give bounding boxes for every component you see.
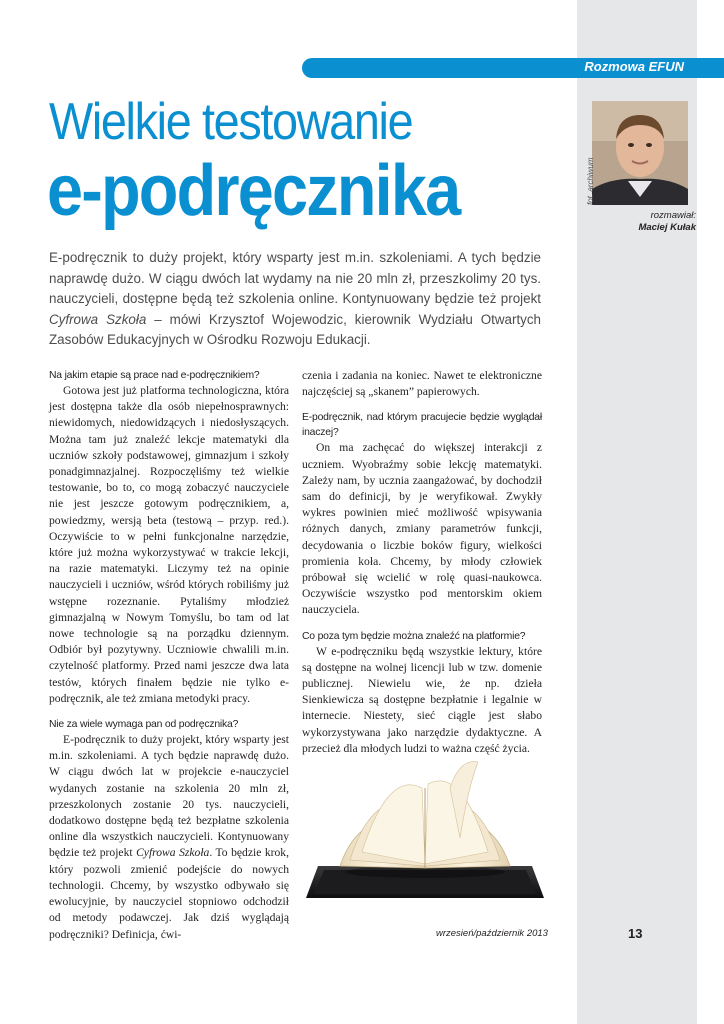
question-1: Na jakim etapie są prace nad e-podręcznikiem? [49, 370, 260, 381]
right-column [302, 368, 542, 757]
question-2: Nie za wiele wymaga pan od podręcznika? [49, 719, 239, 731]
interviewee-photo [592, 101, 688, 205]
book-on-tablet-image [300, 748, 550, 908]
answer-2: E-podręcznik to duży projekt, który wsparty jest m.in. szkoleniami. A tych będzie naprawdę dużo. W ciągu dwóch lat w projekcie e-nauczyciel wydanych zostanie na szkolenia 20 mln zł, przeszkolonych zostanie 20 tys. nauczycieli, dodatkowo dostępne będą też bezpłatne szkolenia online dla wszystkich nauczycieli. Kontynuowany będzie też projekt Cyfrowa Szkoła. To będzie krok, który pozwoli zmienić podejście do nowych technologii. Chcemy, by wszystko odbywało się ewolucyjnie, by nauczyciel stopniowo odchodził od metody podawczej. Jak dziś wyglądają podręczniki? Definicja, ćwi- [49, 733, 289, 941]
answer-3: On ma zachęcać do większej interakcji z uczniem. Wyobraźmy sobie lekcję matematyki. Zależy nam, by ucznia zaangażować, by dochodził sam do definicji, by je weryfikował. Zwykły wykres powinien mieć możliwość wpisywania różnych danych, zmiany parametrów funkcji, decydowania o liczbie boków figury, wielkości promienia koła. Chcemy, by młody człowiek próbował się wcielić w rolę quasi-naukowca. Oczywiście wszystko pod mentorskim okiem nauczyciela. [302, 441, 542, 617]
answer-4: W e-podręczniku będą wszystkie lektury, które są dostępne na wolnej licencji lub w tzw. domenie publicznej. Niewielu wie, że np. dzieła Sienkiewicza są dostępne bezpłatnie i legalnie w internecie. Niestety, sieć ciągle jest słabo wykorzystywana jako narzędzie dydaktyczne. A przecież dla młodych ludzi to ważna część życia. [302, 644, 542, 755]
footer-date: wrzesień/październik 2013 [436, 928, 548, 939]
question-4: Co poza tym będzie można znaleźć na platformie? [302, 630, 526, 642]
photo-credit: fot. archiwum [586, 157, 595, 205]
answer-1: Gotowa jest już platforma technologiczna, która jest dostępna także dla osób niepełnosprawnych: niewidomych, niedowidzących i niedosłyszących. Można tam już znaleźć lekcje matematyki dla uczniów szkoły podstawowej, gimnazjum i szkoły ponadgimnazjalnej. Rozpoczęliśmy też wielkie testowanie, bo to, co mogą zobaczyć nauczyciele nie jest jeszcze gotowym podręcznikiem, a, powiedzmy, wersją beta (testową – przyp. red.). Oczywiście to w pełni funkcjonalne narzędzie, które już można wykorzystywać w trakcie lekcji, na razie matematyki. Liczymy też na opinie nauczycieli i uczniów, wśród których robiliśmy już wstępne rozeznanie. Pytaliśmy młodzież gimnazjalną w Nowym Tomyślu, bo tam od lat nowe technologie są na porządku dziennym. Odbiór był pozytywny. Uczniowie chwalili m.in. czytelność platformy. Przed nami jeszcze dwa lata testów, których finałem będzie nie tylko e-podręcznik, ale też zmiana metodyki pracy. [49, 384, 289, 705]
interviewer-label: rozmawiał: [650, 210, 696, 221]
answer-2-continuation: czenia i zadania na koniec. Nawet te elektroniczne najczęściej są „skanem” papierowych. [302, 369, 542, 399]
title-line-2: e-podręcznika [47, 151, 460, 231]
page-number: 13 [628, 926, 643, 941]
section-tag-bar [302, 58, 724, 78]
section-tag: Rozmowa EFUN [584, 59, 684, 74]
question-3: E-podręcznik, nad którym pracujecie będzie wyglądał inaczej? [302, 412, 542, 439]
title-line-1: Wielkie testowanie [49, 93, 413, 151]
left-column [49, 368, 289, 943]
interviewer-name: Maciej Kułak [638, 222, 696, 233]
lead-paragraph: E-podręcznik to duży projekt, który wsparty jest m.in. szkoleniami. A tych będzie naprawdę dużo. W ciągu dwóch lat wydamy na nie 20 mln zł, przeszkolimy 20 tys. nauczycieli, dostępne będą też szkolenia online. Kontynuowany będzie też projekt Cyfrowa Szkoła – mówi Krzysztof Wojewodzic, kierownik Wydziału Otwartych Zasobów Edukacyjnych w Ośrodku Rozwoju Edukacji. [49, 250, 542, 347]
